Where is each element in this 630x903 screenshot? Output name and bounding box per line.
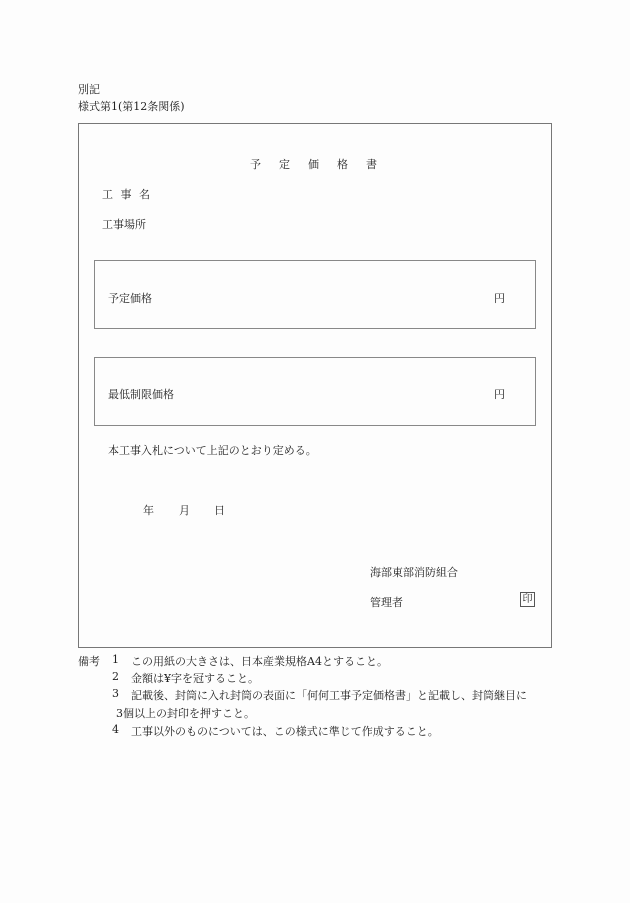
title-char: 価 bbox=[308, 158, 319, 171]
project-location-label: 工事場所 bbox=[102, 218, 146, 231]
minimum-price-unit: 円 bbox=[494, 388, 505, 401]
organization-name: 海部東部消防組合 bbox=[370, 566, 458, 579]
title-char: 格 bbox=[337, 158, 348, 171]
date-day: 日 bbox=[214, 504, 225, 517]
form-title bbox=[250, 156, 395, 172]
title-char: 予 bbox=[250, 158, 261, 171]
note-text: 金額は¥字を冠すること。 bbox=[131, 672, 259, 685]
planned-price-unit: 円 bbox=[494, 292, 505, 305]
form-number: 様式第1(第12条関係) bbox=[78, 100, 185, 113]
manager-label: 管理者 bbox=[370, 596, 403, 609]
title-char: 定 bbox=[279, 158, 290, 171]
statement: 本工事入札について上記のとおり定める。 bbox=[108, 444, 317, 457]
note-number: 3 bbox=[112, 687, 119, 700]
notes-label: 備考 bbox=[78, 655, 100, 668]
date-month: 月 bbox=[179, 504, 190, 517]
date-year: 年 bbox=[143, 504, 154, 517]
project-name-label: 工 事 名 bbox=[102, 188, 152, 201]
note-number: 2 bbox=[112, 670, 119, 683]
planned-price-box bbox=[94, 260, 536, 329]
note-text: 工事以外のものについては、この様式に準じて作成すること。 bbox=[131, 725, 439, 738]
title-char: 書 bbox=[366, 158, 377, 171]
note-text: この用紙の大きさは、日本産業規格A4とすること。 bbox=[131, 655, 388, 668]
note-number: 1 bbox=[112, 653, 119, 666]
note-text: 記載後、封筒に入れ封筒の表面に「何何工事予定価格書」と記載し、封筒継目に bbox=[131, 689, 527, 702]
seal-mark: 印 bbox=[520, 592, 535, 607]
planned-price-label: 予定価格 bbox=[108, 292, 152, 305]
appendix-label: 別記 bbox=[78, 83, 100, 96]
note-text-continued: 3個以上の封印を押すこと。 bbox=[116, 707, 255, 720]
notes-row-1 bbox=[78, 653, 388, 669]
minimum-price-label: 最低制限価格 bbox=[108, 388, 174, 401]
note-number: 4 bbox=[112, 723, 119, 736]
